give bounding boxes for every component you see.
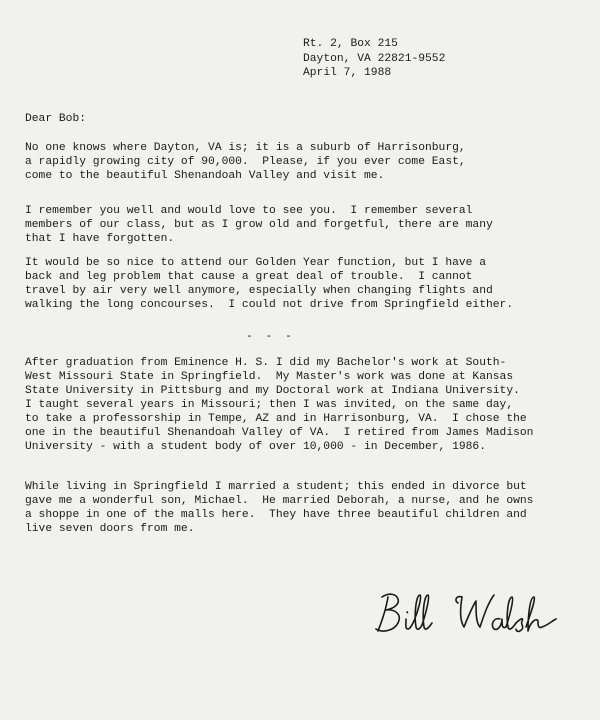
paragraph-family <box>25 480 533 536</box>
letter-date: April 7, 1988 <box>303 67 392 79</box>
paragraph-remember <box>25 204 493 246</box>
text-line: University - with a student body of over 10,000 - in December, 1986. <box>25 441 486 453</box>
text-line: While living in Springfield I married a student; this ended in divorce but <box>25 481 527 493</box>
text-line: State University in Pittsburg and my Doctoral work at Indiana University. <box>25 385 520 397</box>
paragraph-education <box>25 356 533 454</box>
text-line: I taught several years in Missouri; then I was invited, on the same day, <box>25 399 514 411</box>
text-line: back and leg problem that cause a great deal of trouble. I cannot <box>25 271 473 283</box>
text-line: It would be so nice to attend our Golden Year function, but I have a <box>25 257 486 269</box>
text-line: a rapidly growing city of 90,000. Please, if you ever come East, <box>25 156 466 168</box>
paragraph-golden-year <box>25 256 513 312</box>
text-line: No one knows where Dayton, VA is; it is a suburb of Harrisonburg, <box>25 142 466 154</box>
text-line: West Missouri State in Springfield. My Master's work was done at Kansas <box>25 371 514 383</box>
sender-address <box>303 37 445 81</box>
text-line: I remember you well and would love to see you. I remember several <box>25 205 473 217</box>
handwritten-signature <box>370 585 580 645</box>
address-city: Dayton, VA 22821-9552 <box>303 52 446 65</box>
text-line: a shoppe in one of the malls here. They have three beautiful children and <box>25 509 527 521</box>
text-line: walking the long concourses. I could not drive from Springfield either. <box>25 299 514 311</box>
text-line: travel by air very well anymore, especially when changing flights and <box>25 285 493 297</box>
paragraph-dayton <box>25 141 466 183</box>
text-line: one in the beautiful Shenandoah Valley of VA. I retired from James Madison <box>25 427 534 439</box>
text-line: come to the beautiful Shenandoah Valley and visit me. <box>25 170 385 182</box>
text-line: that I have forgotten. <box>25 233 175 245</box>
section-separator: - - - <box>246 331 295 343</box>
text-line: members of our class, but as I grow old and forgetful, there are many <box>25 219 493 231</box>
text-line: gave me a wonderful son, Michael. He married Deborah, a nurse, and he owns <box>25 495 534 507</box>
text-line: After graduation from Eminence H. S. I did my Bachelor's work at South- <box>25 357 507 369</box>
text-line: live seven doors from me. <box>25 523 195 535</box>
text-line: to take a professorship in Tempe, AZ and in Harrisonburg, VA. I chose the <box>25 413 527 425</box>
salutation: Dear Bob: <box>25 113 87 125</box>
address-street: Rt. 2, Box 215 <box>303 38 398 50</box>
